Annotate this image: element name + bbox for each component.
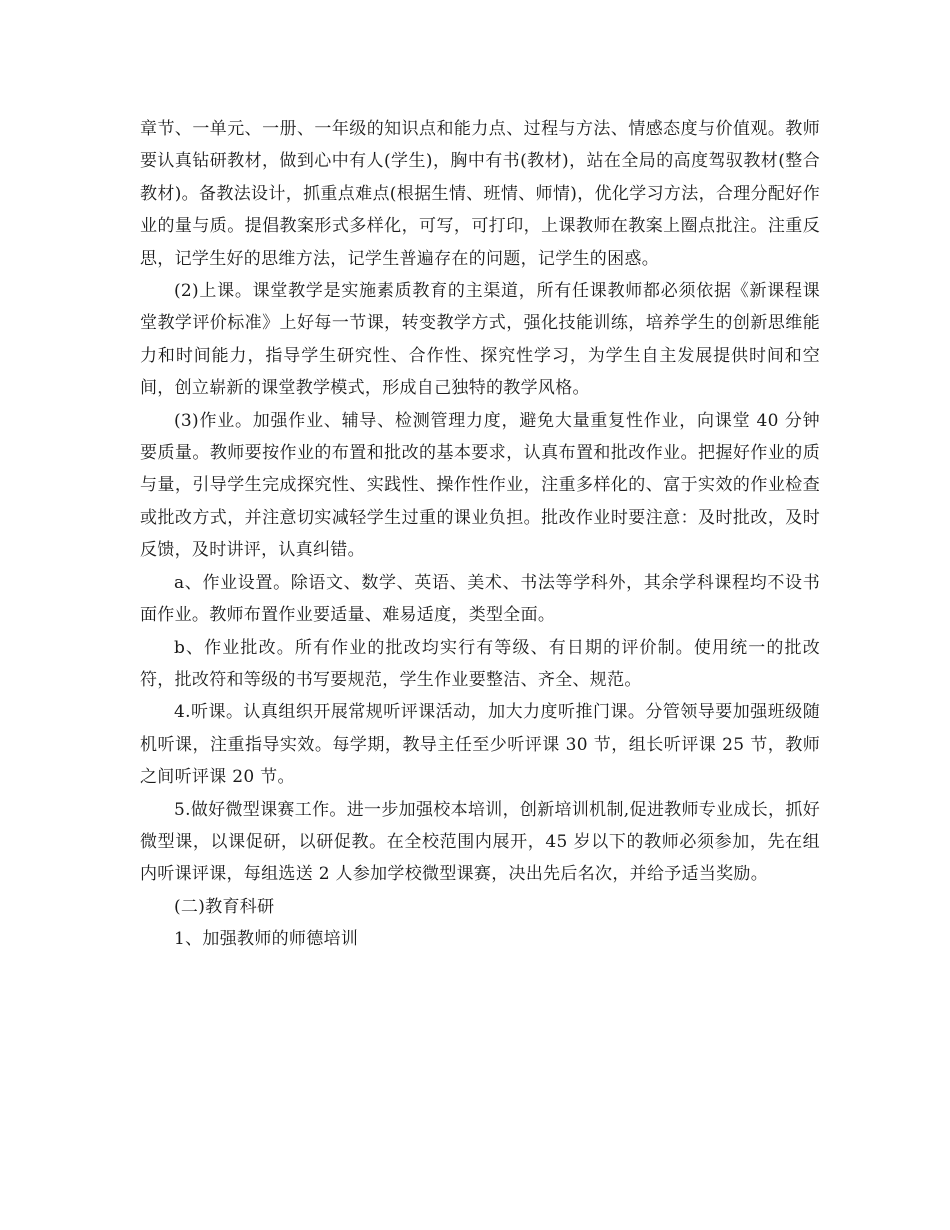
- paragraph-homework: (3)作业。加强作业、辅导、检测管理力度，避免大量重复性作业，向课堂 40 分钟要质量。教师要按作业的布置和批改的基本要求，认真布置和批改作业。把握好作业的质与量，引导学生完成探究性、实践性、操作性作业，注重多样化的、富于实效的作业检查或批改方式，并注意切实减轻学生过重的课业负担。批改作业时要注意：及时批改，及时反馈，及时讲评，认真纠错。: [140, 410, 820, 561]
- paragraph-homework-grading: b、作业批改。所有作业的批改均实行有等级、有日期的评价制。使用统一的批改符，批改符和等级的书写要规范，学生作业要整洁、齐全、规范。: [140, 637, 820, 690]
- paragraph-lecture: (2)上课。课堂教学是实施素质教育的主渠道，所有任课教师都必须依据《新课程课堂教学评价标准》上好每一节课，转变教学方式，强化技能训练，培养学生的创新思维能力和时间能力，指导学生研究性、合作性、探究性学习，为学生自主发展提供时间和空间，创立崭新的课堂教学模式，形成自己独特的教学风格。: [140, 281, 820, 399]
- paragraph-lesson-observation: 4.听课。认真组织开展常规听评课活动，加大力度听推门课。分管领导要加强班级随机听课，注重指导实效。每学期，教导主任至少听评课 30 节，组长听评课 25 节，教师之间听评课 20 节。: [140, 702, 820, 788]
- paragraph-micro-lesson-contest: 5.做好微型课赛工作。进一步加强校本培训，创新培训机制,促进教师专业成长，抓好微型课，以课促研，以研促教。在全校范围内展开，45 岁以下的教师必须参加，先在组内听课评课，每组选送 2 人参加学校微型课赛，决出先后名次，并给予适当奖励。: [140, 799, 820, 885]
- paragraph-lesson-preparation: 章节、一单元、一册、一年级的知识点和能力点、过程与方法、情感态度与价值观。教师要认真钻研教材，做到心中有人(学生)，胸中有书(教材)，站在全局的高度驾驭教材(整合教材)。备教法设计，抓重点难点(根据生情、班情、师情)，优化学习方法，合理分配好作业的量与质。提倡教案形式多样化，可写，可打印，上课教师在教案上圈点批注。注重反思，记学生好的思维方法，记学生普遍存在的问题，记学生的困惑。: [140, 119, 820, 269]
- section-heading-education-research: (二)教育科研: [174, 896, 275, 917]
- document-body: [140, 113, 820, 956]
- paragraph-homework-setting: a、作业设置。除语文、数学、英语、美术、书法等学科外，其余学科课程均不设书面作业。教师布置作业要适量、难易适度，类型全面。: [140, 572, 820, 626]
- subheading-teacher-ethics-training: 1、加强教师的师德培训: [174, 929, 359, 950]
